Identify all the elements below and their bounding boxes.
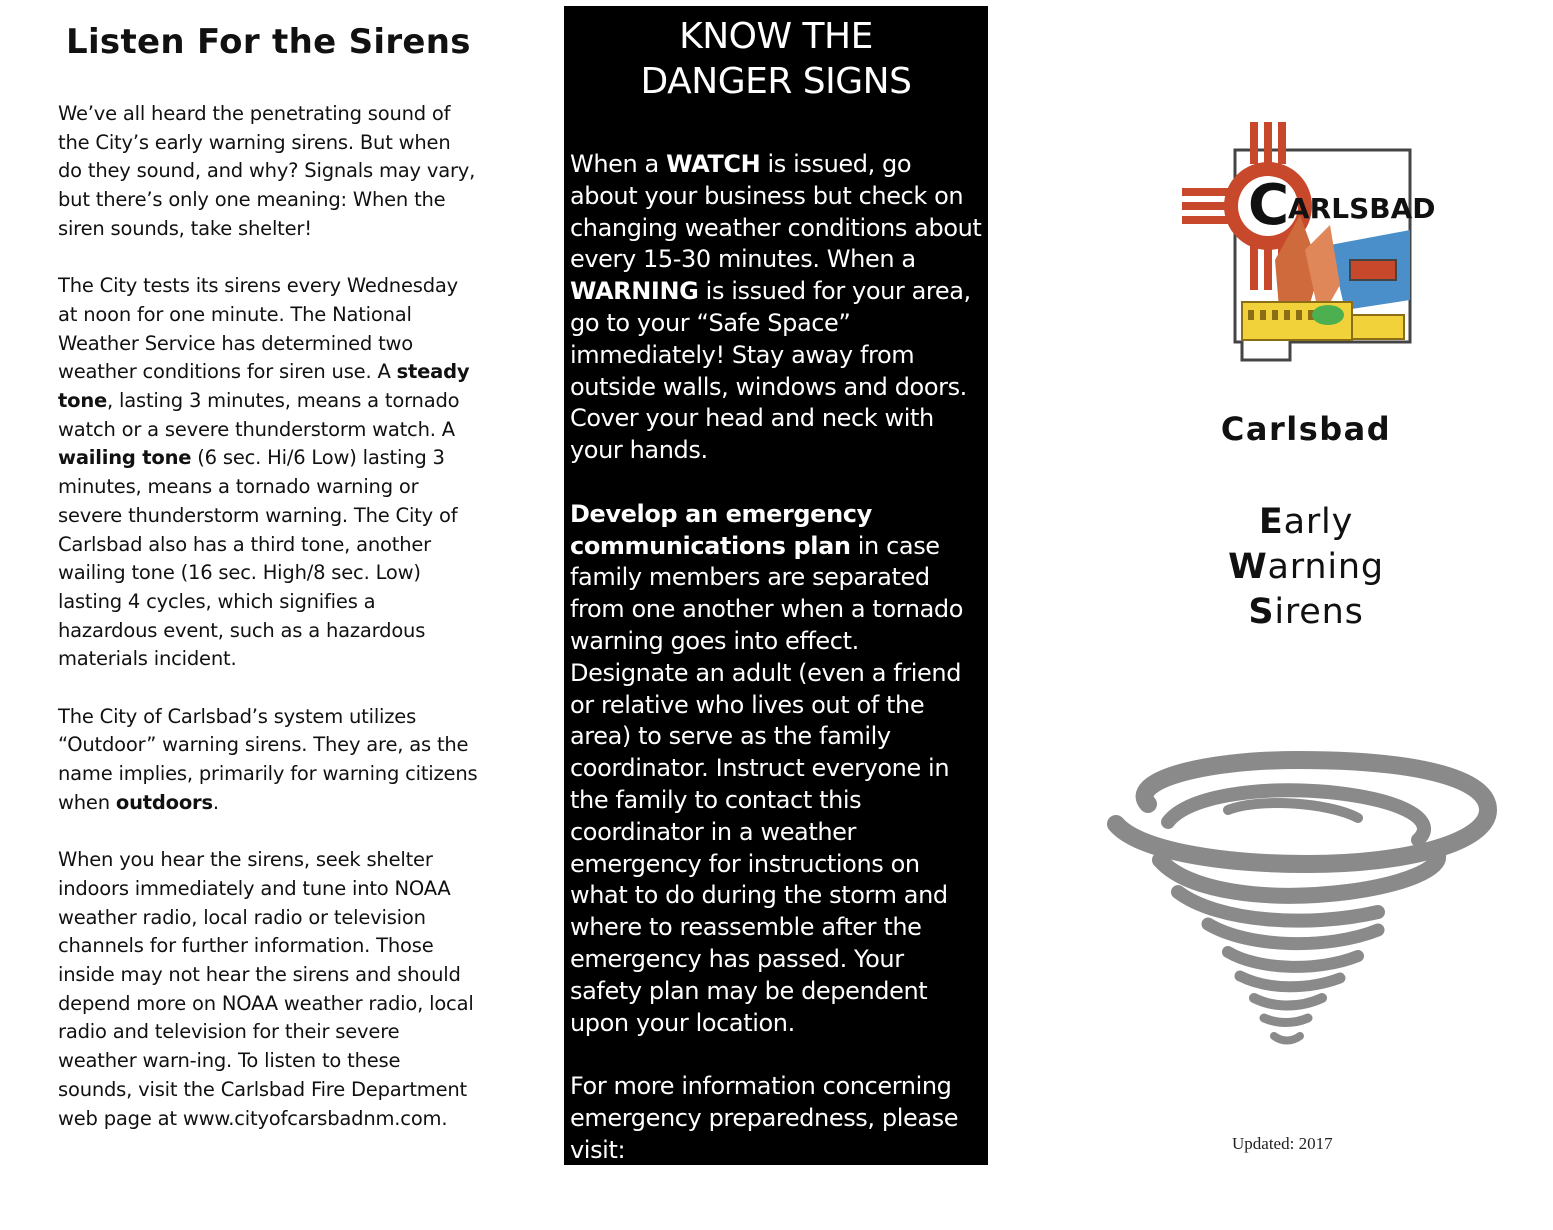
watch-term: WATCH	[666, 150, 760, 178]
text-run: irens	[1274, 592, 1363, 632]
text-run: (6 sec. Hi/6 Low) lasting 3 minutes, means a tornado warning or severe thunderstorm warning. The City of Carlsbad also has a third tone, another wailing tone (16 sec. High/8 sec. Low) lasting 4 cycles, which signifies a hazardous event, such as a hazardous materials incident.	[58, 446, 457, 670]
left-panel	[58, 22, 478, 1162]
text-run: The City of Carlsbad’s system utilizes “Outdoor” warning sirens. They are, as the name implies, primarily for warning citizens when	[58, 705, 477, 814]
title-sirens	[1180, 590, 1432, 635]
title-cap: E	[1259, 502, 1284, 542]
tones-paragraph	[58, 272, 478, 674]
outdoor-paragraph	[58, 703, 478, 818]
city-name: Carlsbad	[1180, 410, 1432, 448]
text-run: When a	[570, 150, 666, 178]
svg-text:C: C	[1248, 173, 1289, 238]
ready-gov-link[interactable]: https://www.ready.gov/are-you-ready-guide	[570, 1167, 982, 1230]
text-run: arly	[1284, 502, 1353, 542]
communications-plan-term: Develop an emergency communications plan	[570, 500, 872, 560]
svg-text:ARLSBAD: ARLSBAD	[1288, 192, 1436, 225]
outdoors-term: outdoors	[116, 791, 213, 814]
title-line: DANGER SIGNS	[570, 59, 982, 104]
title-line: KNOW THE	[570, 14, 982, 59]
communications-plan-paragraph	[570, 499, 982, 1040]
text-run: is issued for your area, go to your “Safe Space” immediately! Stay away from outside walls, windows and doors. Cover your head and neck with your hands.	[570, 277, 971, 464]
title-warning	[1180, 545, 1432, 590]
danger-signs-panel	[564, 6, 988, 1165]
watch-warning-paragraph	[570, 149, 982, 467]
carlsbad-logo	[1180, 120, 1416, 372]
steady-tone-term: steady tone	[58, 360, 469, 412]
title-cap: W	[1228, 547, 1267, 587]
text-run: .	[213, 791, 219, 814]
text-run: The City tests its sirens every Wednesday at noon for one minute. The National Weather Service has determined two weather conditions for siren use. A	[58, 274, 458, 383]
tornado-icon	[1108, 752, 1500, 1052]
intro-paragraph: We’ve all heard the penetrating sound of the City’s early warning sirens. But when do they sound, and why? Signals may vary, but there’s only one meaning: When the siren sounds, take shelter!	[58, 100, 478, 244]
text-run: arning	[1268, 547, 1384, 587]
left-title: Listen For the Sirens	[66, 22, 478, 62]
more-info-paragraph	[570, 1071, 982, 1230]
title-cap: S	[1248, 592, 1274, 632]
text-run: is issued, go about your business but check on changing weather conditions about every 15-30 minutes. When a	[570, 150, 981, 273]
title-early	[1180, 500, 1432, 545]
warning-term: WARNING	[570, 277, 698, 305]
text-run: , lasting 3 minutes, means a tornado watch or a severe thunderstorm watch. A	[58, 389, 459, 441]
shelter-paragraph: When you hear the sirens, seek shelter indoors immediately and tune into NOAA weather radio, local radio or television channels for further information. Those inside may not hear the sirens and should depend more on NOAA weather radio, local radio and television for their severe weather warn-ing. To listen to these sounds, visit the Carlsbad Fire Department web page at www.cityofcarsbadnm.com.	[58, 846, 478, 1133]
text-run: in case family members are separated from one another when a tornado warning goes into effect. Designate an adult (even a friend or relative who lives out of the area) to serve as the family coordinator. Instruct everyone in the family to contact this coordinator in a weather emergency for instructions on what to do during the storm and where to reassemble after the emergency has passed. Your safety plan may be dependent upon your location.	[570, 532, 963, 1037]
text-run: For more information concerning emergency preparedness, please visit:	[570, 1072, 958, 1164]
brochure-title	[1180, 410, 1432, 635]
updated-date: Updated: 2017	[1232, 1134, 1333, 1154]
danger-signs-title	[570, 14, 982, 104]
wailing-tone-term: wailing tone	[58, 446, 191, 469]
